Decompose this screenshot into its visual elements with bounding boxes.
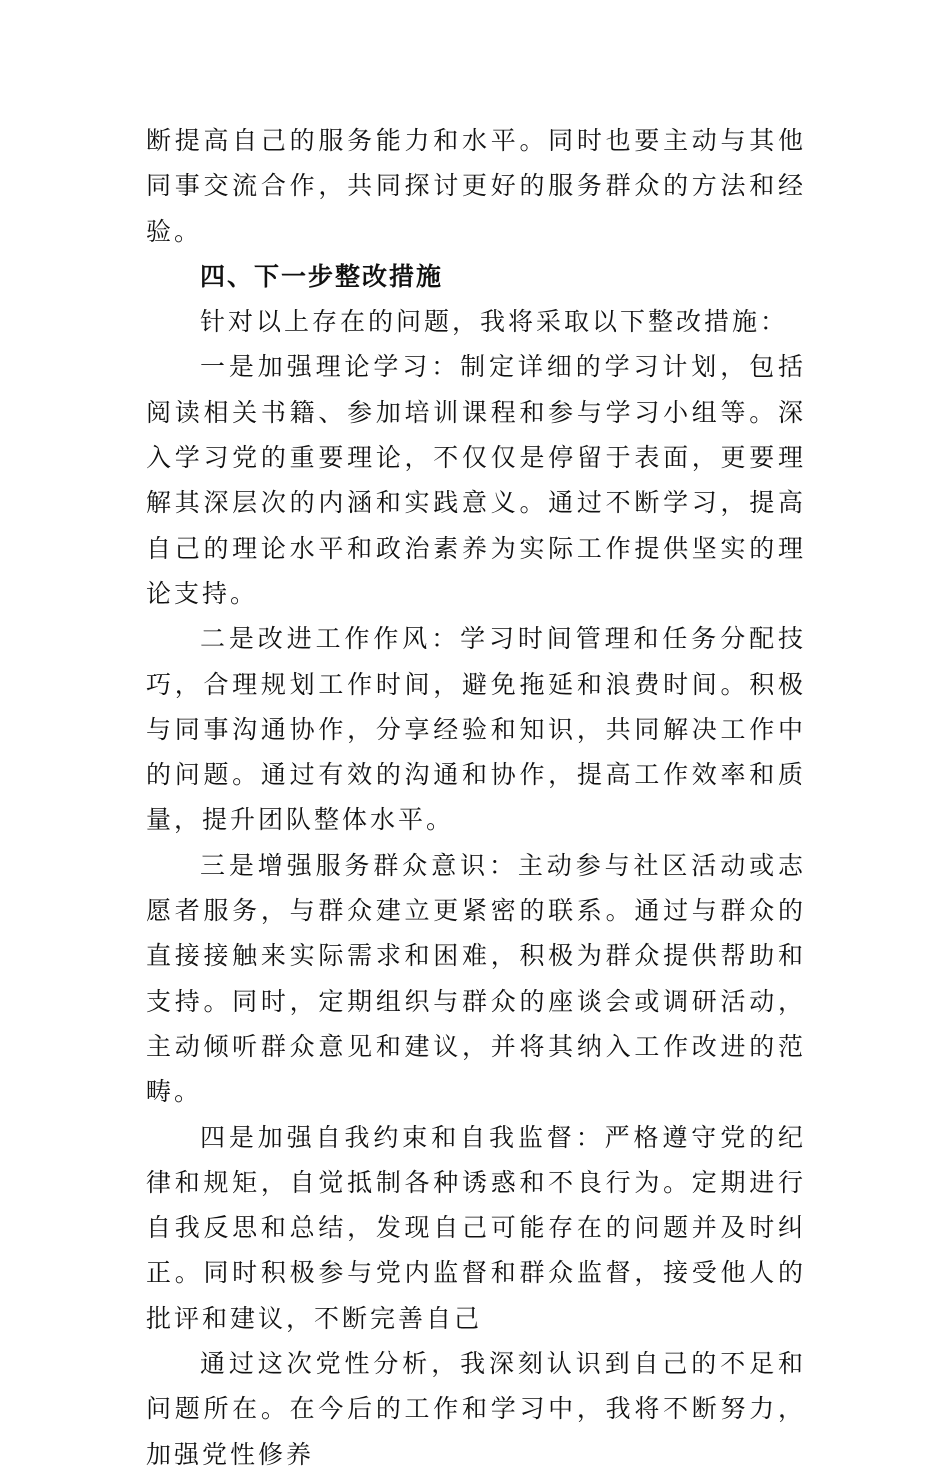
paragraph-continuation: 断提高自己的服务能力和水平。同时也要主动与其他同事交流合作，共同探讨更好的服务群众的方法和经验。 [146,126,806,246]
paragraph-conclusion: 通过这次党性分析，我深刻认识到自己的不足和问题所在。在今后的工作和学习中，我将不断努力，加强党性修养 [146,1349,806,1469]
section-heading: 四、下一步整改措施 [200,261,444,291]
paragraph-intro: 针对以上存在的问题，我将采取以下整改措施： [200,307,789,337]
paragraph-measure-3: 三是增强服务群众意识：主动参与社区活动或志愿者服务，与群众建立更紧密的联系。通过与群众的直接接触来实际需求和困难，积极为群众提供帮助和支持。同时，定期组织与群众的座谈会或调研活动，主动倾听群众意见和建议，并将其纳入工作改进的范畴。 [146,850,806,1107]
paragraph-measure-1: 一是加强理论学习：制定详细的学习计划，包括阅读相关书籍、参加培训课程和参与学习小组等。深入学习党的重要理论，不仅仅是停留于表面，更要理解其深层次的内涵和实践意义。通过不断学习，提高自己的理论水平和政治素养为实际工作提供坚实的理论支持。 [146,352,806,608]
document-body [146,118,806,1477]
paragraph-measure-4: 四是加强自我约束和自我监督：严格遵守党的纪律和规矩，自觉抵制各种诱惑和不良行为。定期进行自我反思和总结，发现自己可能存在的问题并及时纠正。同时积极参与党内监督和群众监督，接受他人的批评和建议，不断完善自己 [146,1122,806,1333]
paragraph-measure-2: 二是改进工作作风：学习时间管理和任务分配技巧，合理规划工作时间，避免拖延和浪费时间。积极与同事沟通协作，分享经验和知识，共同解决工作中的问题。通过有效的沟通和协作，提高工作效率和质量，提升团队整体水平。 [146,624,806,835]
